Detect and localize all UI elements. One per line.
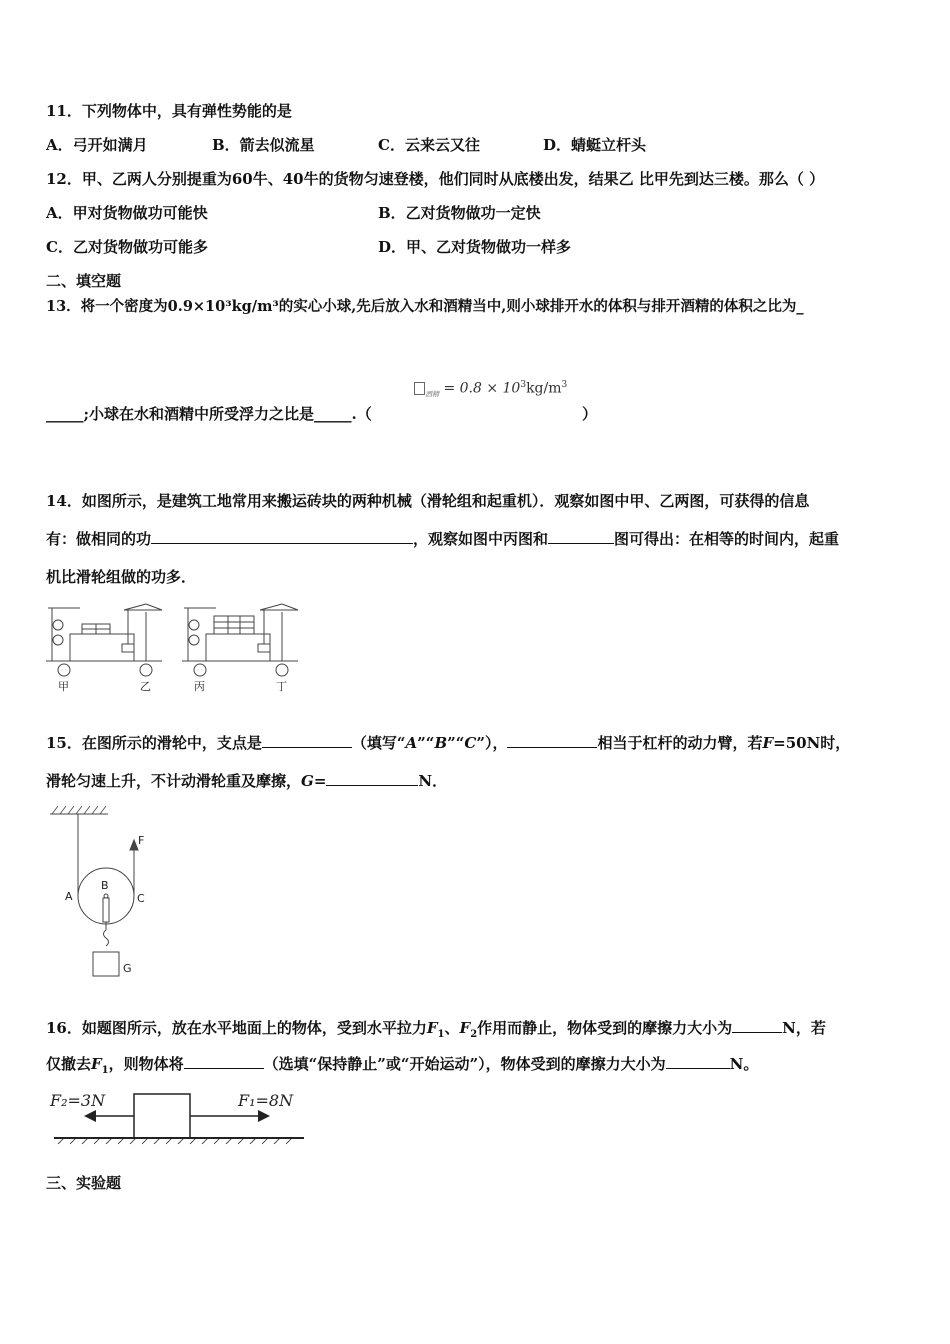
q15-line2-a: 滑轮匀速上升，不计动滑轮重及摩擦，: [46, 772, 302, 790]
weight-block: [93, 952, 119, 976]
q15-quote-1: ”“: [417, 734, 435, 752]
q11-option-d: D．蜻蜓立杆头: [543, 136, 647, 154]
q15-line1-b: （填写“: [351, 734, 406, 752]
section-heading-fill-in: 二、填空题: [46, 272, 122, 290]
q14-line2-a: 有：做相同的功: [46, 530, 152, 548]
q16-sep: 、: [444, 1019, 460, 1037]
q15-line1-c: ”），: [476, 734, 508, 752]
q16-f1-sub-2: 1: [101, 1065, 109, 1076]
q16-line1-c: N，若: [782, 1019, 826, 1037]
q15-line2-b: =: [313, 772, 327, 790]
q14-line2-c: 图可得出：在相等的时间内，起重: [614, 530, 840, 548]
q15-option-b: B: [434, 734, 448, 752]
q15-option-a: A: [405, 734, 418, 752]
q16-line1: [46, 1018, 826, 1045]
q15-option-c: C: [464, 734, 477, 752]
q16-f2-symbol: F: [459, 1019, 471, 1037]
hook-icon: [104, 922, 109, 946]
arrow-right-icon: [258, 1110, 270, 1122]
q13-line2: [46, 404, 372, 424]
q14-machines-figure: [44, 600, 304, 696]
formula-unit-exponent: 3: [561, 380, 568, 390]
q14-line1: 14．如图所示，是建筑工地常用来搬运砖块的两种机械（滑轮组和起重机）．观察如图中甲、乙两图，可获得的信息: [46, 492, 810, 510]
formula-value: = 0.8 × 10: [443, 380, 521, 397]
q14-blank-1[interactable]: [151, 529, 413, 544]
formula-subscript: 酒精: [425, 390, 439, 399]
q16-line2-d: N。: [729, 1055, 759, 1073]
label-f: F: [138, 834, 145, 847]
q14-line2: [46, 529, 839, 549]
q13-line1: 13．将一个密度为0.9×10³kg/m³的实心小球,先后放入水和酒精当中,则小球排开水的体积与排开酒精的体积之比为_: [46, 298, 804, 315]
q13-close-paren: ）: [582, 405, 598, 423]
q16-line2-c: （选填“保持静止”或“开始运动”），物体受到的摩擦力大小为: [263, 1055, 666, 1073]
q16-f1-sub: 1: [437, 1029, 445, 1040]
q12-stem: 12．甲、乙两人分别提重为60牛、40牛的货物匀速登楼，他们同时从底楼出发，结果乙 比甲先到达三楼。那么（ ）: [46, 170, 825, 188]
crane-load-yi: [122, 644, 134, 652]
q12-option-c: C．乙对货物做功可能多: [46, 238, 208, 256]
object-block: [134, 1094, 190, 1138]
formula-unit: kg/m: [526, 380, 562, 397]
label-f2: F₂=3N: [50, 1091, 106, 1110]
q12-option-a: A．甲对货物做功可能快: [46, 204, 208, 222]
q15-line1-d: 相当于杠杆的动力臂，若: [597, 734, 763, 752]
q14-blank-2[interactable]: [548, 529, 614, 544]
q11-stem: 11．下列物体中，具有弹性势能的是: [46, 102, 292, 120]
building-bing: [206, 634, 270, 661]
q16-line2: [46, 1054, 758, 1081]
q16-blank-friction[interactable]: [732, 1018, 782, 1033]
q15-force-symbol: F: [762, 734, 774, 752]
q16-f2-sub: 2: [470, 1029, 478, 1040]
q15-line1-a: 15．在图所示的滑轮中，支点是: [46, 734, 262, 752]
q11-option-c: C．云来云又往: [378, 136, 480, 154]
formula-exponent: 3: [520, 380, 527, 390]
q15-line2-c: N．: [418, 772, 448, 790]
figure-label-ding: 丁: [276, 680, 287, 693]
q13-density-formula: [414, 380, 567, 399]
q11-option-a: A．弓开如满月: [46, 136, 148, 154]
q16-blank-friction-2[interactable]: [666, 1054, 730, 1069]
q16-blank-state[interactable]: [184, 1054, 264, 1069]
label-f1: F₁=8N: [238, 1091, 294, 1110]
pulley-wheel-jia-2: [53, 635, 63, 645]
q15-pulley-figure: [46, 804, 156, 984]
q16-f1-symbol: F: [426, 1019, 438, 1037]
label-b: B: [101, 879, 109, 892]
clock-icon-yi: [140, 664, 152, 676]
arrow-left-icon: [84, 1110, 96, 1122]
figure-label-jia: 甲: [58, 680, 69, 693]
q15-line1: [46, 733, 850, 753]
pulley-hanger: [103, 898, 109, 922]
q16-f1-symbol-2: F: [91, 1055, 102, 1073]
label-a: A: [65, 890, 73, 903]
q16-forces-figure: [48, 1088, 308, 1148]
q15-quote-2: ”“: [447, 734, 465, 752]
q15-line2: [46, 771, 447, 791]
q14-line2-b: ，观察如图中丙图和: [413, 530, 549, 548]
q16-line2-a: 仅撤去: [46, 1055, 92, 1073]
building-jia: [70, 634, 134, 661]
q16-line2-b: ，则物体将: [108, 1055, 184, 1073]
q13-line2-a: _____;小球在水和酒精中所受浮力之比是_____.（: [46, 405, 372, 423]
q15-blank-fulcrum[interactable]: [262, 733, 352, 748]
clock-icon-bing: [194, 664, 206, 676]
q12-option-b: B．乙对货物做功一定快: [378, 204, 541, 222]
q12-option-d: D．甲、乙对货物做功一样多: [378, 238, 572, 256]
pulley-axle: [104, 894, 108, 898]
q16-line1-a: 16．如题图所示，放在水平地面上的物体，受到水平拉力: [46, 1019, 427, 1037]
label-g: G: [123, 962, 132, 975]
q14-line3: 机比滑轮组做的功多．: [46, 568, 197, 586]
clock-icon-ding: [276, 664, 288, 676]
pulley-wheel: [78, 868, 134, 924]
q15-g-symbol: G: [301, 772, 314, 790]
q11-option-b: B．箭去似流星: [212, 136, 315, 154]
pulley-wheel-jia: [53, 620, 63, 630]
q15-line1-e: =50N时，: [773, 734, 851, 752]
bricks-bing: [214, 616, 254, 634]
clock-icon-jia: [58, 664, 70, 676]
section-heading-experiment: 三、实验题: [46, 1174, 122, 1192]
q15-blank-arm[interactable]: [507, 733, 597, 748]
arrow-up-icon: [130, 840, 138, 850]
figure-label-bing: 丙: [194, 680, 205, 693]
q16-line1-b: 作用而静止，物体受到的摩擦力大小为: [477, 1019, 733, 1037]
label-c: C: [137, 892, 145, 905]
q15-blank-g[interactable]: [326, 771, 418, 786]
figure-label-yi: 乙: [140, 680, 151, 693]
